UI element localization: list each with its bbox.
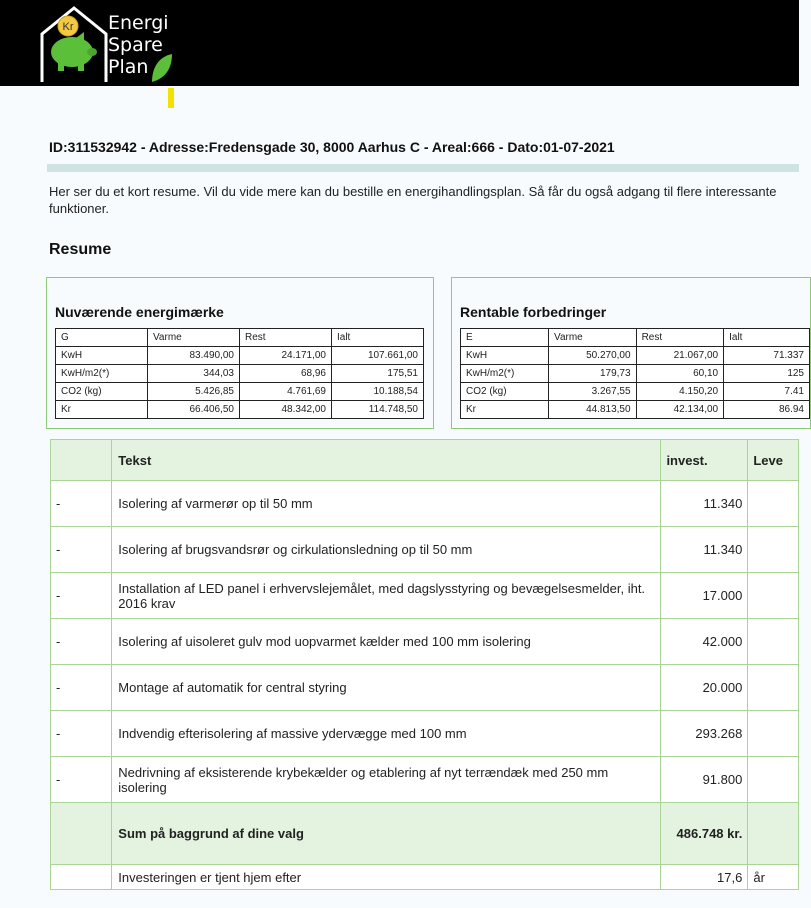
measure-invest: 91.800 (661, 757, 748, 803)
table-cell: 71.337 (724, 347, 810, 365)
measure-invest: 11.340 (661, 481, 748, 527)
sum-label: Sum på baggrund af dine valg (112, 803, 661, 865)
table-cell: 83.490,00 (148, 347, 240, 365)
table-cell: CO2 (kg) (56, 383, 148, 401)
table-row (56, 383, 424, 401)
table-cell: 68,96 (240, 365, 332, 383)
row-dash: - (51, 757, 112, 803)
table-cell: 107.661,00 (332, 347, 424, 365)
table-cell: 48.342,00 (240, 401, 332, 419)
table-cell: KwH/m2(*) (56, 365, 148, 383)
site-header (0, 0, 799, 86)
measure-invest: 20.000 (661, 665, 748, 711)
sum-lifetime-cell (748, 803, 799, 865)
measure-lifetime (748, 527, 799, 573)
payback-value: 17,6 (661, 865, 748, 890)
measure-text: Montage af automatik for central styring (112, 665, 661, 711)
measure-invest: 17.000 (661, 573, 748, 619)
row-dash: - (51, 481, 112, 527)
table-cell: 3.267,55 (549, 383, 637, 401)
table-header-row (51, 440, 799, 481)
measures-table (50, 439, 799, 890)
table-cell: 4.761,69 (240, 383, 332, 401)
measure-lifetime (748, 619, 799, 665)
table-cell: 175,51 (332, 365, 424, 383)
improvements-panel-title: Rentable forbedringer (460, 304, 607, 320)
table-cell: 60,10 (636, 365, 724, 383)
table-cell: 179,73 (549, 365, 637, 383)
payback-unit: år (748, 865, 799, 890)
measure-invest: 11.340 (661, 527, 748, 573)
table-cell: 86.94 (724, 401, 810, 419)
table-header: Ialt (332, 329, 424, 347)
piggy-bank-house-icon[interactable] (40, 6, 108, 84)
row-dash: - (51, 665, 112, 711)
table-cell: KwH/m2(*) (461, 365, 549, 383)
measure-text: Nedrivning af eksisterende krybekælder og etablering af nyt terrændæk med 250 mm isolering (112, 757, 661, 803)
row-dash: - (51, 711, 112, 757)
table-cell: 4.150,20 (636, 383, 724, 401)
table-row (56, 365, 424, 383)
payback-empty-cell (51, 865, 112, 890)
measure-text: Isolering af uisoleret gulv mod uopvarmet kælder med 100 mm isolering (112, 619, 661, 665)
table-header: E (461, 329, 549, 347)
leaf-icon (150, 52, 174, 84)
table-row[interactable] (51, 527, 799, 573)
table-header: Rest (240, 329, 332, 347)
table-cell: 50.270,00 (549, 347, 637, 365)
table-row (56, 347, 424, 365)
logo-line: Spare (108, 34, 163, 56)
table-cell: KwH (56, 347, 148, 365)
logo-line: Plan (108, 56, 149, 78)
payback-row (51, 865, 799, 890)
sum-empty-cell (51, 803, 112, 865)
measure-lifetime (748, 481, 799, 527)
table-cell: Kr (56, 401, 148, 419)
table-row[interactable] (51, 573, 799, 619)
measure-lifetime (748, 573, 799, 619)
table-row[interactable] (51, 665, 799, 711)
lifetime-column-header: Leve (748, 440, 799, 481)
table-header: Rest (636, 329, 724, 347)
table-cell: 24.171,00 (240, 347, 332, 365)
table-row (461, 401, 810, 419)
table-cell: 10.188,54 (332, 383, 424, 401)
improvements-table (460, 328, 810, 419)
table-cell: 125 (724, 365, 810, 383)
table-row[interactable] (51, 481, 799, 527)
table-header: G (56, 329, 148, 347)
current-energy-table (55, 328, 424, 419)
measure-invest: 293.268 (661, 711, 748, 757)
table-row[interactable] (51, 757, 799, 803)
table-row (461, 383, 810, 401)
coin-label: Kr (62, 21, 74, 33)
property-id-line: ID:311532942 - Adresse:Fredensgade 30, 8000 Aarhus C - Areal:666 - Dato:01-07-2021 (49, 139, 615, 155)
table-cell: 44.813,50 (549, 401, 637, 419)
sum-row (51, 803, 799, 865)
measure-lifetime (748, 757, 799, 803)
table-cell: 42.134,00 (636, 401, 724, 419)
text-column-header: Tekst (112, 440, 661, 481)
improvements-panel (451, 277, 811, 429)
table-cell: CO2 (kg) (461, 383, 549, 401)
logo-line: Energi (108, 12, 169, 34)
table-header: Varme (549, 329, 637, 347)
payback-label: Investeringen er tjent hjem efter (112, 865, 661, 890)
select-column-header (51, 440, 112, 481)
table-cell: Kr (461, 401, 549, 419)
measure-text: Indvendig efterisolering af massive ydervægge med 100 mm (112, 711, 661, 757)
current-energy-label-panel (46, 277, 434, 429)
table-header: Varme (148, 329, 240, 347)
row-dash: - (51, 527, 112, 573)
table-cell: KwH (461, 347, 549, 365)
table-row[interactable] (51, 619, 799, 665)
table-header: Ialt (724, 329, 810, 347)
table-cell: 66.406,50 (148, 401, 240, 419)
table-row (461, 347, 810, 365)
measure-text: Installation af LED panel i erhvervslejemålet, med dagslysstyring og bevægelsesmelder, iht. 2016 krav (112, 573, 661, 619)
table-row[interactable] (51, 711, 799, 757)
table-cell: 21.067,00 (636, 347, 724, 365)
row-dash: - (51, 619, 112, 665)
measure-invest: 42.000 (661, 619, 748, 665)
divider-bar (47, 164, 799, 172)
current-panel-title: Nuværende energimærke (55, 304, 224, 320)
table-cell: 7.41 (724, 383, 810, 401)
table-cell: 5.426,85 (148, 383, 240, 401)
measure-lifetime (748, 665, 799, 711)
accent-mark (168, 88, 174, 108)
intro-text: Her ser du et kort resume. Vil du vide mere kan du bestille en energihandlingsplan. Så får du også adgang til flere interessante funktioner. (49, 184, 777, 216)
table-cell: 344,03 (148, 365, 240, 383)
measure-text: Isolering af varmerør op til 50 mm (112, 481, 661, 527)
row-dash: - (51, 573, 112, 619)
measure-text: Isolering af brugsvandsrør og cirkulationsledning op til 50 mm (112, 527, 661, 573)
sum-value: 486.748 kr. (661, 803, 748, 865)
invest-column-header: invest. (661, 440, 748, 481)
measure-lifetime (748, 711, 799, 757)
table-row (461, 365, 810, 383)
resume-heading: Resume (49, 241, 112, 258)
table-cell: 114.748,50 (332, 401, 424, 419)
table-row (56, 401, 424, 419)
